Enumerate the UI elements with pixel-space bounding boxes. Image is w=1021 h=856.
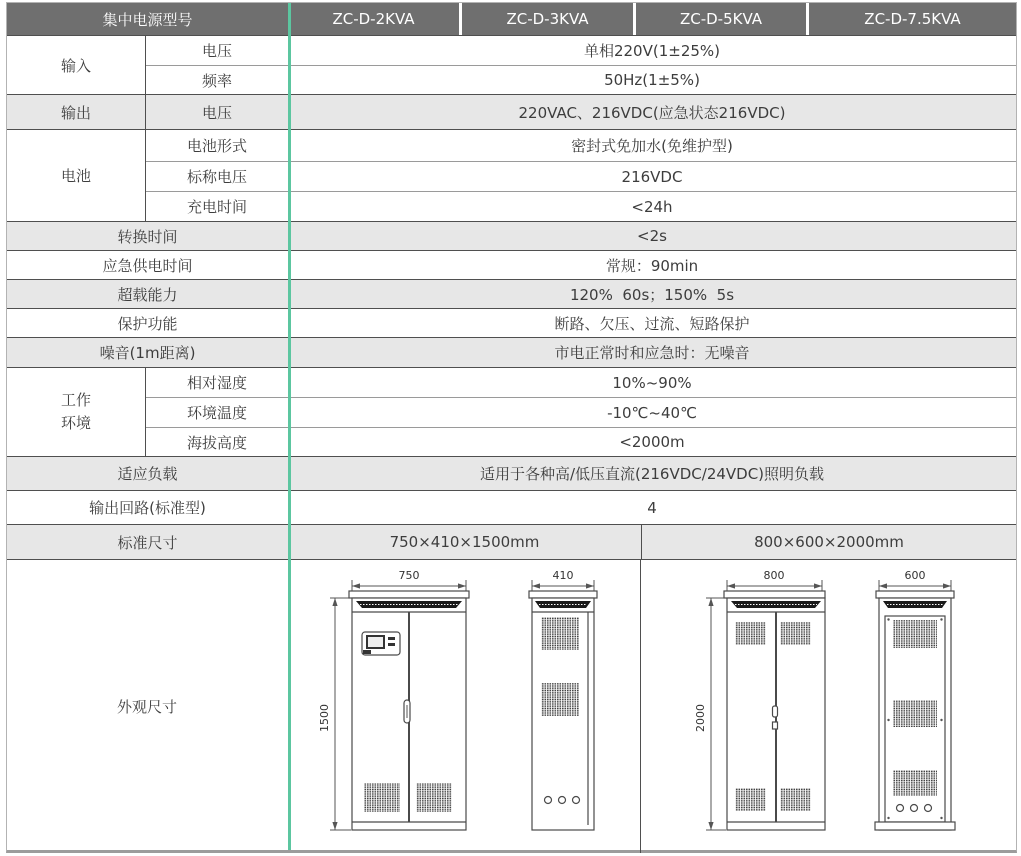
row-battery-charge-time	[146, 191, 1016, 221]
battery-nominal-voltage-label: 标称电压	[186, 168, 247, 186]
row-standard-size	[7, 524, 1016, 559]
cabinet2-front-vent-grille-bottom-right	[780, 788, 811, 811]
noise-value: 市电正常时和应急时：无噪音	[554, 344, 750, 362]
input-group-label: 输入	[7, 36, 146, 94]
header-model-zc-d-5kva: ZC-D-5KVA	[633, 3, 806, 35]
emergency-supply-time-label: 应急供电时间	[102, 256, 193, 275]
protection-value: 断路、欠压、过流、短路保护	[554, 314, 750, 333]
input-frequency-label: 频率	[201, 71, 232, 90]
row-group-environment	[7, 367, 1016, 456]
cabinet2-height-dimension: 2000	[694, 704, 707, 732]
cabinet1-side-vent-grille-middle	[541, 683, 579, 716]
row-appearance	[7, 559, 1016, 853]
noise-label: 噪音(1m距离)	[99, 344, 196, 362]
environment-temperature-value: -10℃~40℃	[607, 403, 697, 422]
row-output-voltage	[7, 94, 1016, 129]
row-emergency-supply-time	[7, 250, 1016, 279]
cabinet1-depth-dimension: 410	[552, 569, 574, 582]
accent-divider-line	[288, 3, 291, 850]
cabinet1-side-vent-grille-top	[541, 617, 579, 650]
transfer-time-value: <2s	[637, 227, 667, 245]
row-output-circuits	[7, 490, 1016, 524]
cabinet2-side-vent-grille-bottom	[893, 770, 937, 796]
row-group-battery	[7, 129, 1016, 221]
row-battery-type	[146, 130, 1016, 161]
protection-label: 保护功能	[117, 314, 178, 333]
output-circuits-label: 输出回路(标准型)	[89, 499, 206, 517]
input-voltage-value: 单相220V(1±25%)	[583, 42, 721, 60]
cabinet1-front-vent-grille-right	[416, 783, 452, 812]
cabinet1-front-vent-grille-left	[364, 783, 400, 812]
environment-altitude-value: <2000m	[619, 433, 685, 451]
cabinet2-front-vent-grille-bottom-left	[735, 788, 766, 811]
row-input-frequency	[146, 65, 1016, 94]
cabinet2-side-vent-grille-top	[893, 620, 937, 648]
cabinet2-front-vent-grille-top-right	[780, 622, 811, 645]
cabinet2-width-dimension: 800	[763, 569, 785, 582]
standard-size-value-cabinet1: 750×410×1500mm	[389, 533, 540, 551]
standard-size-value-cabinet2: 800×600×2000mm	[641, 525, 1016, 559]
output-circuits-value: 4	[647, 498, 657, 517]
cabinet2-side-view	[875, 569, 955, 830]
cabinet2-front-view	[694, 569, 825, 830]
environment-group-label-line1: 工作	[60, 390, 91, 409]
row-load	[7, 456, 1016, 490]
battery-group-label: 电池	[7, 130, 146, 221]
row-battery-nominal-voltage	[146, 161, 1016, 191]
cabinet2-depth-dimension: 600	[904, 569, 926, 582]
cabinet1-height-dimension: 1500	[318, 704, 331, 732]
cabinet1-width-dimension: 750	[398, 569, 420, 582]
cabinet1-front-view	[318, 569, 469, 830]
environment-humidity-value: 10%~90%	[612, 373, 692, 392]
battery-type-value: 密封式免加水(免维护型)	[571, 137, 733, 155]
row-environment-humidity	[146, 368, 1016, 397]
cabinet1-display-panel	[362, 632, 400, 655]
header-model-zc-d-2kva: ZC-D-2KVA	[332, 10, 415, 28]
output-voltage-value: 220VAC、216VDC(应急状态216VDC)	[518, 103, 786, 122]
cabinet2-side-vent-grille-middle	[893, 700, 937, 727]
environment-altitude-label: 海拔高度	[186, 433, 247, 452]
row-overload-capacity	[7, 279, 1016, 308]
row-protection	[7, 308, 1016, 337]
battery-nominal-voltage-value: 216VDC	[621, 167, 683, 186]
appearance-label: 外观尺寸	[116, 698, 177, 716]
environment-group-label-line2: 环境	[60, 414, 91, 432]
output-group-label: 输出	[7, 95, 146, 129]
environment-group-label	[7, 368, 146, 456]
row-input-voltage	[146, 36, 1016, 65]
row-environment-altitude	[146, 427, 1016, 456]
spec-table	[6, 2, 1017, 853]
output-voltage-label: 电压	[201, 103, 232, 122]
environment-temperature-label: 环境温度	[186, 404, 247, 422]
row-transfer-time	[7, 221, 1016, 250]
emergency-supply-time-value: 常规：90min	[605, 256, 699, 275]
header-model-columns	[288, 3, 1016, 35]
row-noise	[7, 337, 1016, 367]
header-model-zc-d-7-5kva: ZC-D-7.5KVA	[806, 3, 1016, 35]
cabinet1-drawing	[287, 560, 640, 853]
transfer-time-label: 转换时间	[117, 227, 178, 246]
cabinet1-door-handle	[404, 700, 410, 723]
cabinet2-drawing	[641, 560, 1016, 853]
cabinet2-drawing-panel	[640, 560, 1016, 853]
overload-capacity-value: 120% 60s；150% 5s	[569, 285, 735, 304]
environment-humidity-label: 相对湿度	[186, 374, 247, 392]
row-environment-temperature	[146, 397, 1016, 427]
cabinet1-side-view	[529, 569, 597, 830]
standard-size-label: 标准尺寸	[117, 533, 178, 552]
cabinet1-drawing-panel	[287, 560, 640, 853]
header-model-zc-d-3kva: ZC-D-3KVA	[459, 3, 633, 35]
load-value: 适用于各种高/低压直流(216VDC/24VDC)照明负载	[479, 465, 825, 483]
battery-charge-time-label: 充电时间	[186, 198, 247, 216]
load-label: 适应负载	[117, 465, 178, 483]
input-voltage-label: 电压	[201, 42, 232, 60]
header-model-label: 集中电源型号	[102, 10, 193, 29]
row-group-input	[7, 35, 1016, 94]
cabinet2-base-plinth	[875, 822, 955, 830]
overload-capacity-label: 超载能力	[117, 285, 178, 304]
input-frequency-value: 50Hz(1±5%)	[604, 71, 700, 89]
cabinet2-front-vent-grille-top-left	[735, 622, 766, 645]
battery-charge-time-value: <24h	[631, 197, 673, 216]
battery-type-label: 电池形式	[186, 137, 247, 155]
table-header-row	[7, 3, 1016, 35]
